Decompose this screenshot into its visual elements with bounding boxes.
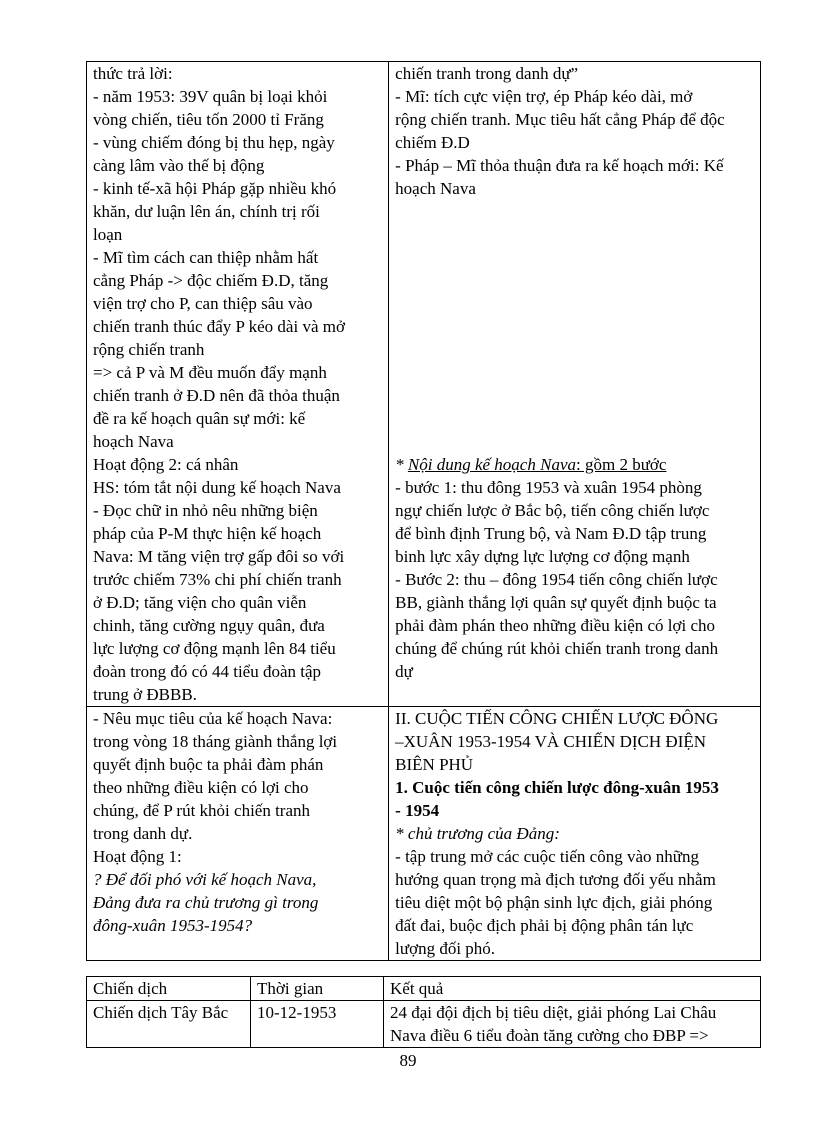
campaign-name: Chiến dịch Tây Bắc bbox=[87, 1001, 251, 1048]
text-line: 24 đại đội địch bị tiêu diệt, giải phóng Lai Châu bbox=[390, 1003, 717, 1022]
text-line: rộng chiến tranh. Mục tiêu hất cẳng Pháp để độc bbox=[395, 110, 725, 129]
text-line: - Pháp – Mĩ thỏa thuận đưa ra kế hoạch mới: Kế bbox=[395, 156, 724, 175]
table-header-row bbox=[87, 977, 761, 1001]
text-line: binh lực xây dựng lực lượng cơ động mạnh bbox=[395, 547, 690, 566]
text-line: hoạch Nava bbox=[93, 432, 174, 451]
text-line: phải đàm phán theo những điều kiện có lợi cho bbox=[395, 616, 716, 635]
text-line: lực lượng cơ động mạnh lên 84 tiểu bbox=[93, 639, 336, 658]
text-line: hướng quan trọng mà địch tương đối yếu nhằm bbox=[395, 870, 716, 889]
header-result: Kết quả bbox=[384, 977, 761, 1001]
text-line: ở Đ.D; tăng viện cho quân viễn bbox=[93, 593, 307, 612]
text-line: khăn, dư luận lên án, chính trị rối bbox=[93, 202, 320, 221]
text-line: thức trả lời: bbox=[93, 64, 173, 83]
content-cell-2 bbox=[389, 707, 761, 961]
text-line: theo những điều kiện có lợi cho bbox=[93, 778, 309, 797]
subsection-title: - 1954 bbox=[395, 801, 440, 820]
text-line: - Mĩ: tích cực viện trợ, ép Pháp kéo dài, mở bbox=[395, 87, 693, 106]
spacer bbox=[395, 269, 754, 292]
text-line: chúng, để P rút khỏi chiến tranh bbox=[93, 801, 311, 820]
spacer bbox=[395, 292, 754, 315]
teacher-activity-cell-1 bbox=[87, 62, 389, 707]
question-line: ? Để đối phó với kế hoạch Nava, bbox=[93, 870, 317, 889]
text-line: lượng đối phó. bbox=[395, 939, 496, 958]
text-line: - Mĩ tìm cách can thiệp nhằm hất bbox=[93, 248, 319, 267]
text-line: chinh, tăng cường ngụy quân, đưa bbox=[93, 616, 325, 635]
text-line: - Nêu mục tiêu của kế hoạch Nava: bbox=[93, 709, 333, 728]
text-line: tiêu diệt một bộ phận sinh lực địch, giải phóng bbox=[395, 893, 713, 912]
spacer bbox=[395, 407, 754, 430]
text-line: BB, giành thắng lợi quân sự quyết định buộc ta bbox=[395, 593, 717, 612]
spacer bbox=[395, 338, 754, 361]
spacer bbox=[395, 246, 754, 269]
text-line: Hoạt động 2: cá nhân bbox=[93, 455, 239, 474]
text-line: chiến tranh thúc đẩy P kéo dài và mở bbox=[93, 317, 345, 336]
text-line: đề ra kế hoạch quân sự mới: kế bbox=[93, 409, 306, 428]
lesson-row-1 bbox=[87, 62, 761, 707]
header-campaign: Chiến dịch bbox=[87, 977, 251, 1001]
lesson-row-2 bbox=[87, 707, 761, 961]
heading-underlined: Nội dung kế hoạch Nava bbox=[407, 455, 576, 474]
text-line: dự bbox=[395, 662, 413, 681]
spacer bbox=[395, 200, 754, 223]
text-line: viện trợ cho P, can thiệp sâu vào bbox=[93, 294, 313, 313]
page-number: 89 bbox=[399, 1051, 417, 1070]
text-line: chiến tranh trong danh dự” bbox=[395, 64, 579, 83]
spacer bbox=[395, 430, 754, 453]
text-line: quyết định buộc ta phải đàm phán bbox=[93, 755, 324, 774]
heading-suffix: : gồm 2 bước bbox=[576, 455, 667, 474]
text-line: ngự chiến lược ở Bắc bộ, tiến công chiến lược bbox=[395, 501, 710, 520]
text-line: => cả P và M đều muốn đẩy mạnh bbox=[93, 363, 327, 382]
text-line: loạn bbox=[93, 225, 123, 244]
text-line: trước chiếm 73% chi phí chiến tranh bbox=[93, 570, 342, 589]
text-line: trong danh dự. bbox=[93, 824, 193, 843]
text-line: - kinh tế-xã hội Pháp gặp nhiều khó bbox=[93, 179, 337, 198]
section-title: II. CUỘC TIẾN CÔNG CHIẾN LƯỢC ĐÔNG bbox=[395, 709, 719, 728]
spacer bbox=[395, 384, 754, 407]
question-line: đông-xuân 1953-1954? bbox=[93, 916, 253, 935]
spacer bbox=[395, 315, 754, 338]
text-line: để bình định Trung bộ, và Nam Đ.D tập trung bbox=[395, 524, 707, 543]
question-line: Đảng đưa ra chủ trương gì trong bbox=[93, 893, 319, 912]
campaign-table bbox=[86, 976, 761, 1048]
text-line: - Bước 2: thu – đông 1954 tiến công chiến lược bbox=[395, 570, 718, 589]
text-line: vòng chiến, tiêu tốn 2000 tỉ Frăng bbox=[93, 110, 324, 129]
text-line: cẳng Pháp -> độc chiếm Đ.D, tăng bbox=[93, 271, 329, 290]
text-line: trong vòng 18 tháng giành thắng lợi bbox=[93, 732, 338, 751]
campaign-result bbox=[384, 1001, 761, 1048]
text-line: trung ở ĐBBB. bbox=[93, 685, 197, 704]
plan-content-heading bbox=[395, 453, 754, 476]
spacer bbox=[395, 223, 754, 246]
text-line: Hoạt động 1: bbox=[93, 847, 182, 866]
lesson-table bbox=[86, 61, 761, 961]
header-time: Thời gian bbox=[251, 977, 384, 1001]
campaign-time: 10-12-1953 bbox=[251, 1001, 384, 1048]
table-row bbox=[87, 1001, 761, 1048]
text-line: chiến tranh ở Đ.D nên đã thỏa thuận bbox=[93, 386, 340, 405]
text-line: - Đọc chữ in nhỏ nêu những biện bbox=[93, 501, 318, 520]
text-line: chiếm Đ.D bbox=[395, 133, 470, 152]
text-line: đất đai, buộc địch phải bị động phân tán lực bbox=[395, 916, 694, 935]
bullet-star: * bbox=[395, 455, 408, 474]
text-line: chúng để chúng rút khỏi chiến tranh trong danh bbox=[395, 639, 719, 658]
text-line: Nava điều 6 tiểu đoàn tăng cường cho ĐBP => bbox=[390, 1026, 709, 1045]
text-line: - tập trung mở các cuộc tiến công vào những bbox=[395, 847, 699, 866]
policy-heading: * chủ trương của Đảng: bbox=[395, 824, 560, 843]
text-line: - năm 1953: 39V quân bị loại khỏi bbox=[93, 87, 328, 106]
spacer bbox=[395, 361, 754, 384]
text-line: - bước 1: thu đông 1953 và xuân 1954 phòng bbox=[395, 478, 702, 497]
text-line: càng lâm vào thế bị động bbox=[93, 156, 265, 175]
text-line: pháp của P-M thực hiện kế hoạch bbox=[93, 524, 322, 543]
section-title: BIÊN PHỦ bbox=[395, 755, 474, 774]
text-line: HS: tóm tắt nội dung kế hoạch Nava bbox=[93, 478, 341, 497]
text-line: - vùng chiếm đóng bị thu hẹp, ngày bbox=[93, 133, 335, 152]
text-line: rộng chiến tranh bbox=[93, 340, 205, 359]
teacher-activity-cell-2 bbox=[87, 707, 389, 961]
content-cell-1 bbox=[389, 62, 761, 707]
subsection-title: 1. Cuộc tiến công chiến lược đông-xuân 1953 bbox=[395, 778, 719, 797]
section-title: –XUÂN 1953-1954 VÀ CHIẾN DỊCH ĐIỆN bbox=[395, 732, 707, 751]
text-line: Nava: M tăng viện trợ gấp đôi so với bbox=[93, 547, 345, 566]
text-line: hoạch Nava bbox=[395, 179, 476, 198]
text-line: đoàn trong đó có 44 tiểu đoàn tập bbox=[93, 662, 322, 681]
